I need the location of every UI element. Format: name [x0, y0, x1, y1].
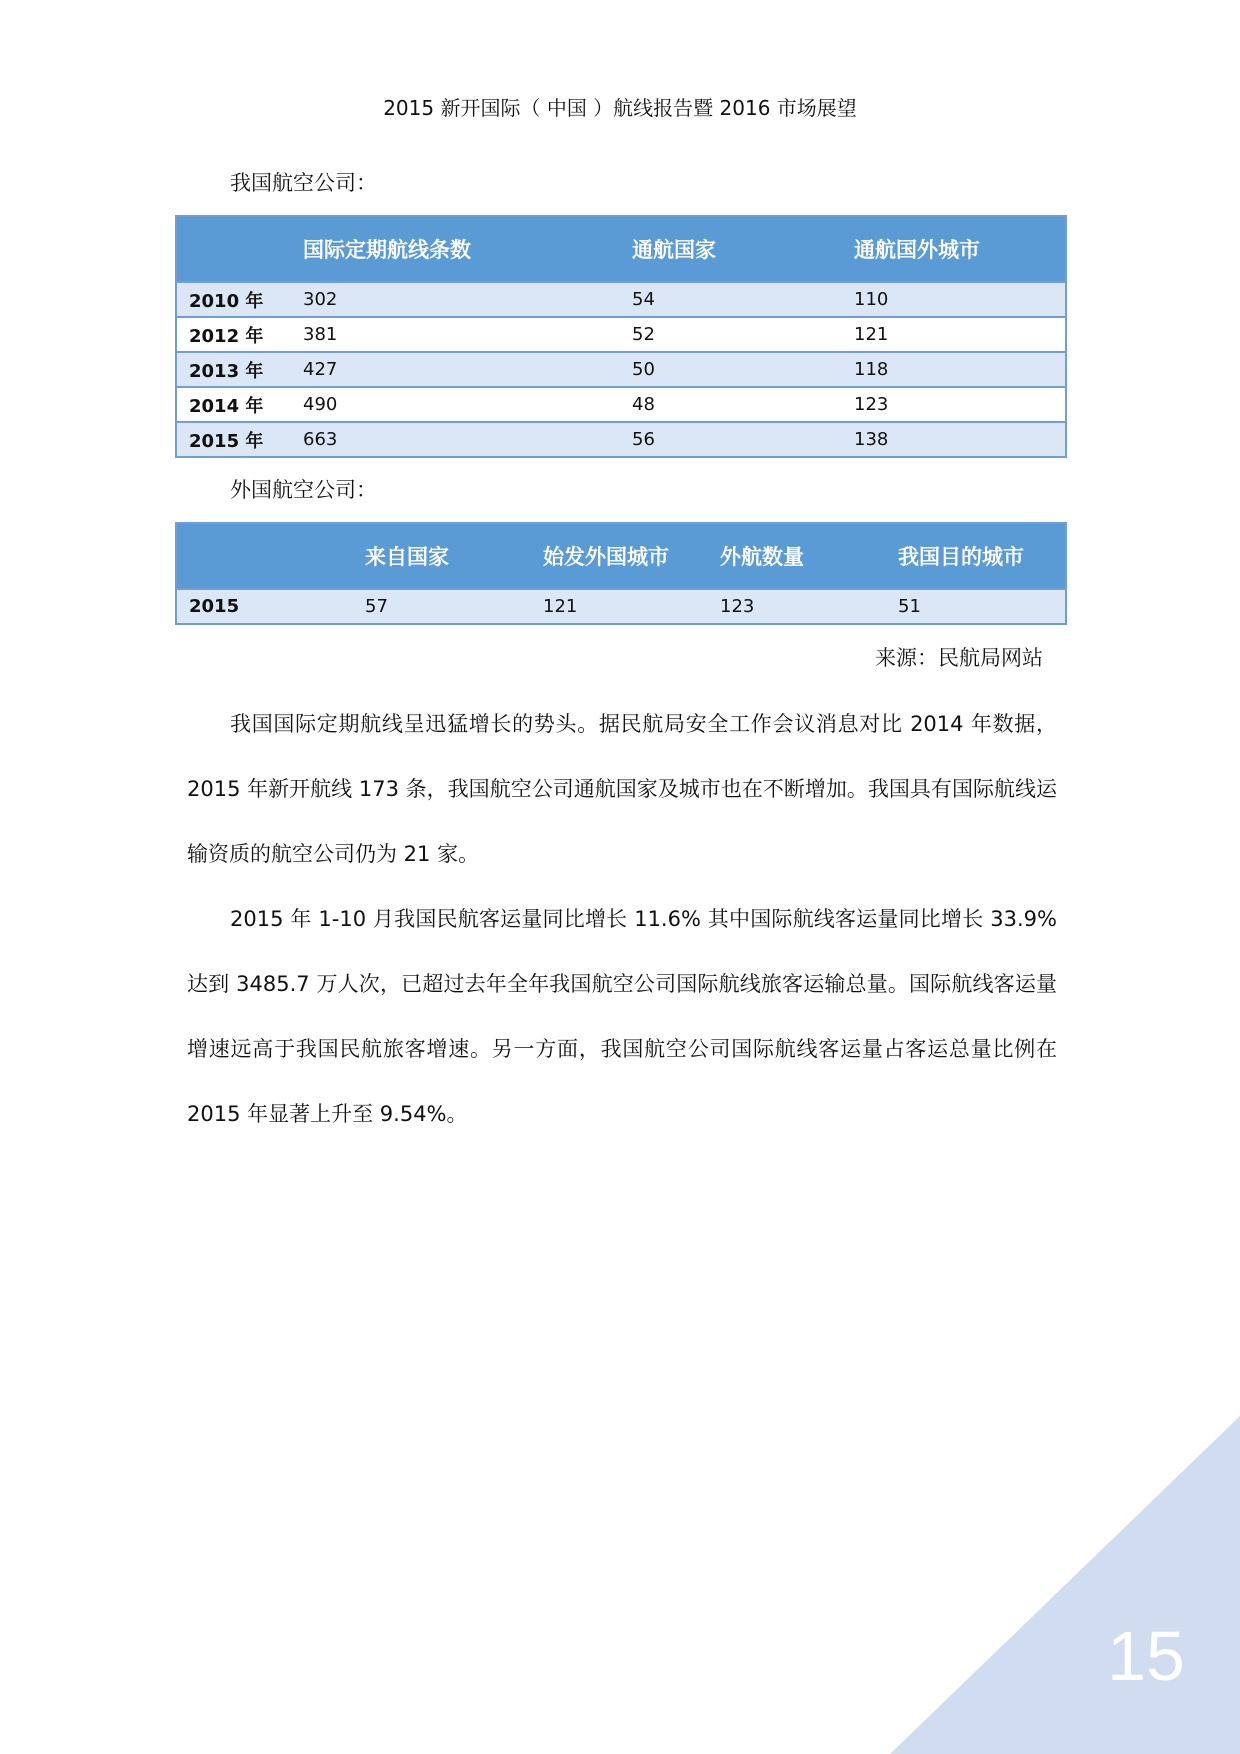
table-row: [176, 282, 1066, 317]
table-cell: 302: [291, 282, 620, 317]
table-row: [176, 422, 1066, 457]
table-cell: 110: [842, 282, 1066, 317]
foreign-airlines-label: 外国航空公司：: [230, 478, 377, 502]
row-header: 2012 年: [176, 317, 291, 352]
column-header: 通航国外城市: [842, 216, 1066, 282]
table-cell: 490: [291, 387, 620, 422]
column-header: 始发外国城市: [531, 523, 708, 589]
table-cell: 121: [842, 317, 1066, 352]
row-header: 2010 年: [176, 282, 291, 317]
column-header: 国际定期航线条数: [291, 216, 620, 282]
table-cell: 138: [842, 422, 1066, 457]
table-header-row: [176, 216, 1066, 282]
table-cell: 663: [291, 422, 620, 457]
table-cell: 123: [842, 387, 1066, 422]
domestic-airlines-label: 我国航空公司：: [230, 171, 377, 195]
foreign-airlines-table: [175, 522, 1067, 625]
table-row: [176, 317, 1066, 352]
corner-decoration: [890, 1416, 1240, 1754]
table-cell: 123: [708, 589, 886, 624]
row-header: 2015 年: [176, 422, 291, 457]
table-cell: 50: [620, 352, 842, 387]
table-row: [176, 352, 1066, 387]
page-number: 15: [1107, 1617, 1185, 1695]
table-cell: 54: [620, 282, 842, 317]
table-cell: 427: [291, 352, 620, 387]
column-header: 我国目的城市: [886, 523, 1066, 589]
document-header: 2015 新开国际（ 中国 ）航线报告暨 2016 市场展望: [383, 96, 857, 120]
table-header-row: [176, 523, 1066, 589]
table-row: [176, 387, 1066, 422]
table-cell: 48: [620, 387, 842, 422]
table-row: [176, 589, 1066, 624]
table-cell: 57: [353, 589, 531, 624]
column-header: [176, 523, 353, 589]
column-header: [176, 216, 291, 282]
table-cell: 118: [842, 352, 1066, 387]
domestic-airlines-table: [175, 215, 1067, 458]
body-paragraph: 2015 年 1-10 月我国民航客运量同比增长 11.6% 其中国际航线客运量同比增长 33.9% 达到 3485.7 万人次，已超过去年全年我国航空公司国际航线旅客运输总量。国际航线客运量增速远高于我国民航旅客增速。另一方面，我国航空公司国际航线客运量占客运总量比例在 2015 年显著上升至 9.54%。: [187, 907, 1057, 1126]
source-note: 来源：民航局网站: [875, 646, 1043, 670]
table-cell: 56: [620, 422, 842, 457]
table-cell: 52: [620, 317, 842, 352]
row-header: 2015: [176, 589, 353, 624]
row-header: 2013 年: [176, 352, 291, 387]
table-cell: 381: [291, 317, 620, 352]
column-header: 外航数量: [708, 523, 886, 589]
row-header: 2014 年: [176, 387, 291, 422]
column-header: 通航国家: [620, 216, 842, 282]
column-header: 来自国家: [353, 523, 531, 589]
table-cell: 51: [886, 589, 1066, 624]
table-cell: 121: [531, 589, 708, 624]
body-paragraph: 我国国际定期航线呈迅猛增长的势头。据民航局安全工作会议消息对比 2014 年数据，2015 年新开航线 173 条，我国航空公司通航国家及城市也在不断增加。我国具有国际航线运输资质的航空公司仍为 21 家。: [187, 712, 1057, 866]
